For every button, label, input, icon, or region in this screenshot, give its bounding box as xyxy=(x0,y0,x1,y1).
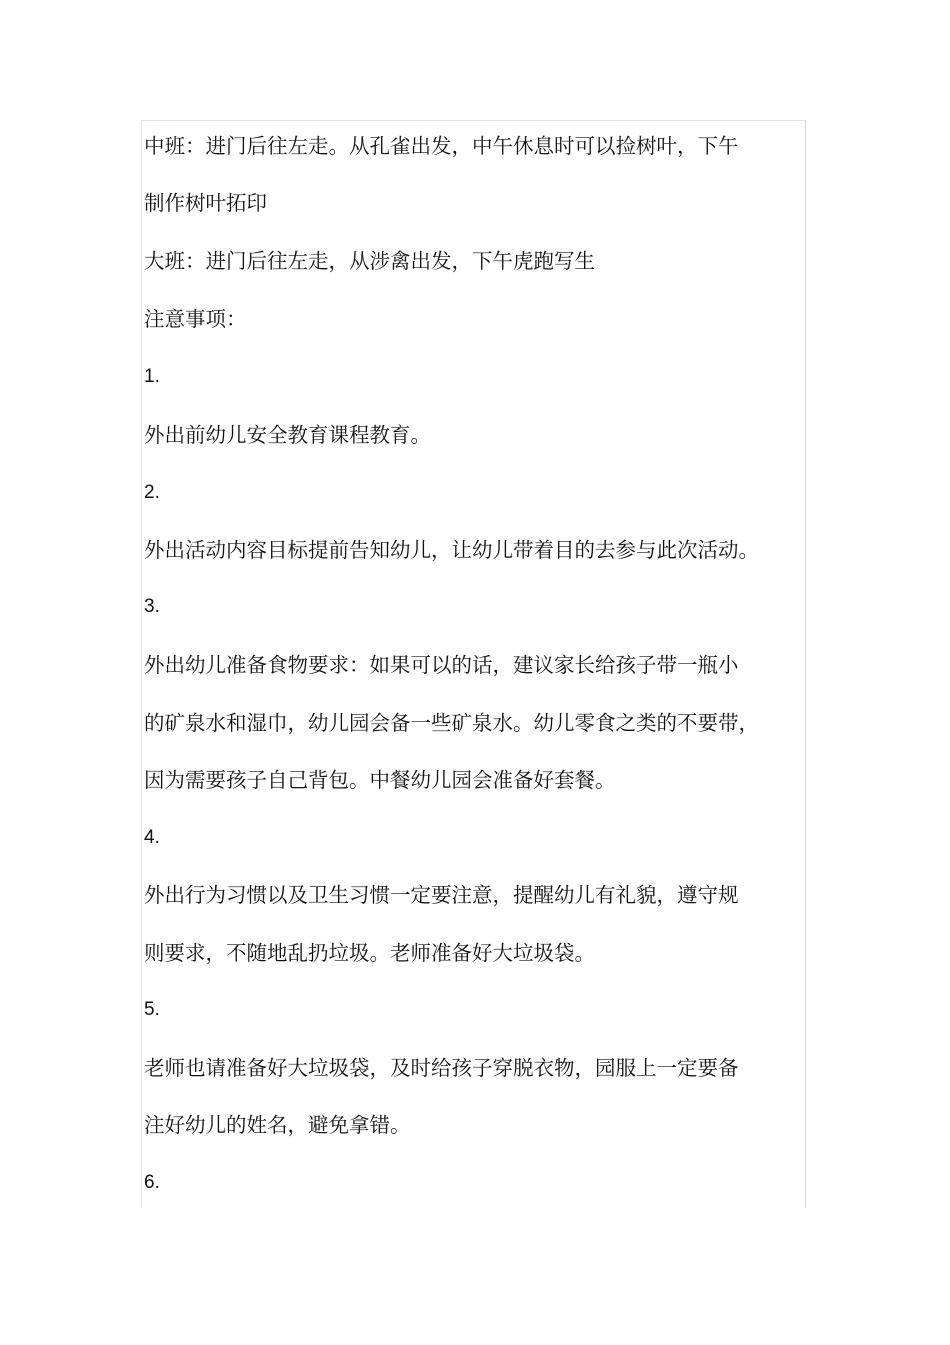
notes-heading: 注意事项： xyxy=(144,307,247,331)
item-5-text-line-2: 注好幼儿的姓名，避免拿错。 xyxy=(144,1113,411,1137)
text-line-middle-class-2: 制作树叶拓印 xyxy=(144,191,267,215)
item-2-text: 外出活动内容目标提前告知幼儿，让幼儿带着目的去参与此次活动。 xyxy=(144,538,759,562)
item-1-text: 外出前幼儿安全教育课程教育。 xyxy=(144,423,431,447)
item-number-6: 6. xyxy=(144,1172,160,1193)
item-number-3: 3. xyxy=(144,596,160,617)
item-4-text-line-1: 外出行为习惯以及卫生习惯一定要注意，提醒幼儿有礼貌，遵守规 xyxy=(144,883,739,907)
text-line-senior-class: 大班：进门后往左走，从涉禽出发，下午虎跑写生 xyxy=(144,249,595,273)
item-number-5: 5. xyxy=(144,999,160,1020)
item-number-1: 1. xyxy=(144,366,160,387)
item-3-text-line-3: 因为需要孩子自己背包。中餐幼儿园会准备好套餐。 xyxy=(144,768,616,792)
item-number-4: 4. xyxy=(144,827,160,848)
text-line-middle-class-1: 中班：进门后往左走。从孔雀出发，中午休息时可以捡树叶，下午 xyxy=(144,134,739,158)
item-5-text-line-1: 老师也请准备好大垃圾袋，及时给孩子穿脱衣物，园服上一定要备 xyxy=(144,1056,739,1080)
item-number-2: 2. xyxy=(144,482,160,503)
item-3-text-line-2: 的矿泉水和湿巾，幼儿园会备一些矿泉水。幼儿零食之类的不要带， xyxy=(144,711,759,735)
item-3-text-line-1: 外出幼儿准备食物要求：如果可以的话，建议家长给孩子带一瓶小 xyxy=(144,653,739,677)
item-4-text-line-2: 则要求，不随地乱扔垃圾。老师准备好大垃圾袋。 xyxy=(144,941,595,965)
